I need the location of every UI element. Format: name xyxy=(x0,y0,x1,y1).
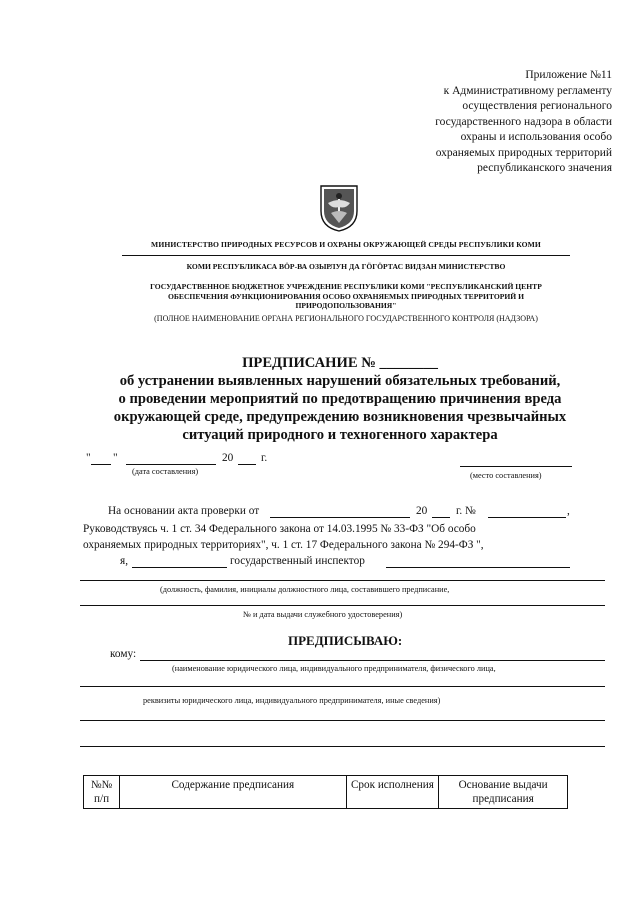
official-caption: (должность, фамилия, инициалы должностного лица, составившего предписание, xyxy=(160,585,450,594)
recipient-caption: (наименование юридического лица, индивидуального предпринимателя, физического лица, xyxy=(172,664,496,673)
annex-line: государственного надзора в области xyxy=(435,115,612,128)
title-heading: ПРЕДПИСАНИЕ № ________ xyxy=(242,355,438,371)
certificate-caption: № и дата выдачи служебного удостоверения) xyxy=(243,610,403,619)
place-caption: (место составления) xyxy=(470,471,542,480)
recipient-details-field[interactable] xyxy=(80,686,605,687)
inspector-position-field[interactable] xyxy=(132,567,227,568)
basis-label: На основании акта проверки от xyxy=(108,505,260,517)
table-header-cell: Содержание предписания xyxy=(120,776,347,809)
basis-year-prefix: 20 xyxy=(416,505,428,517)
act-date-field[interactable] xyxy=(270,517,410,518)
coat-of-arms-icon xyxy=(318,183,360,233)
annex-line: охраны и использования особо xyxy=(460,131,612,143)
table-header-cell: №№ п/п xyxy=(84,776,120,809)
year-suffix: г. xyxy=(261,452,268,464)
annex-block xyxy=(392,68,612,177)
annex-line: осуществления регионального xyxy=(462,100,612,112)
basis-number-label: г. № xyxy=(456,505,476,517)
extra-info-field[interactable] xyxy=(80,746,605,747)
institution-line: ПРИРОДОПОЛЬЗОВАНИЯ" xyxy=(295,301,397,311)
document-title xyxy=(70,354,610,444)
table-header-cell: Основание выдачи предписания xyxy=(439,776,568,809)
certificate-field[interactable] xyxy=(80,605,605,606)
place-field[interactable] xyxy=(460,466,572,467)
date-quote-close: " xyxy=(113,452,118,464)
official-field[interactable] xyxy=(80,580,605,581)
recipient-details-caption: реквизиты юридического лица, индивидуального предпринимателя, иные сведения) xyxy=(143,696,441,705)
ministry-name: МИНИСТЕРСТВО ПРИРОДНЫХ РЕСУРСОВ И ОХРАНЫ ОКРУЖАЮЩЕЙ СРЕДЫ РЕСПУБЛИКИ КОМИ xyxy=(151,240,541,249)
institution-line: ГОСУДАРСТВЕННОЕ БЮДЖЕТНОЕ УЧРЕЖДЕНИЕ РЕСПУБЛИКИ КОМИ "РЕСПУБЛИКАНСКИЙ ЦЕНТР xyxy=(150,282,542,291)
act-year-field[interactable] xyxy=(432,517,450,518)
date-quote-open: " xyxy=(86,452,91,464)
inspector-prefix: я, xyxy=(120,555,129,567)
year-prefix: 20 xyxy=(222,452,234,464)
recipient-label: кому: xyxy=(110,648,137,660)
act-number-field[interactable] xyxy=(488,517,566,518)
basis-comma: , xyxy=(567,505,570,517)
ministry-name-komi: КОМИ РЕСПУБЛИКАСА ВӦР-ВА ОЗЫРЛУН ДА ГӦГӦРТАС ВИДЗАН МИНИСТЕРСТВО xyxy=(186,262,506,271)
prescription-table xyxy=(83,775,568,809)
table-header-cell: Срок исполнения xyxy=(346,776,439,809)
inspector-name-field[interactable] xyxy=(386,567,570,568)
institution-caption: (ПОЛНОЕ НАИМЕНОВАНИЕ ОРГАНА РЕГИОНАЛЬНОГО ГОСУДАРСТВЕННОГО КОНТРОЛЯ (НАДЗОРА) xyxy=(154,314,538,323)
header-divider xyxy=(122,255,570,256)
annex-line: Приложение №11 xyxy=(525,69,612,81)
date-caption: (дата составления) xyxy=(132,467,199,476)
inspector-label: государственный инспектор xyxy=(230,555,365,567)
legal-basis-line: охраняемых природных территориях", ч. 1 ст. 17 Федерального закона № 294-ФЗ ", xyxy=(83,539,484,551)
recipient-field[interactable] xyxy=(140,660,605,661)
legal-basis-line: Руководствуясь ч. 1 ст. 34 Федерального закона от 14.03.1995 № 33-ФЗ "Об особо xyxy=(83,523,476,535)
title-line: о проведении мероприятий по предотвращению причинения вреда xyxy=(118,391,562,407)
prescribe-heading: ПРЕДПИСЫВАЮ: xyxy=(288,633,403,648)
title-line: окружающей среде, предупреждению возникновения чрезвычайных xyxy=(113,409,567,425)
title-line: ситуаций природного и техногенного характера xyxy=(182,427,498,443)
day-field[interactable] xyxy=(91,464,111,465)
extra-info-field[interactable] xyxy=(80,720,605,721)
year-field[interactable] xyxy=(238,464,256,465)
month-field[interactable] xyxy=(126,464,216,465)
institution-name xyxy=(116,282,576,311)
annex-line: республиканского значения xyxy=(477,162,612,174)
annex-line: охраняемых природных территорий xyxy=(435,146,612,159)
table-header-row xyxy=(84,776,568,809)
title-line: об устранении выявленных нарушений обязательных требований, xyxy=(119,373,561,389)
annex-line: к Административному регламенту xyxy=(443,84,612,97)
institution-line: ОБЕСПЕЧЕНИЯ ФУНКЦИОНИРОВАНИЯ ОСОБО ОХРАНЯЕМЫХ ПРИРОДНЫХ ТЕРРИТОРИЙ И xyxy=(167,291,525,301)
